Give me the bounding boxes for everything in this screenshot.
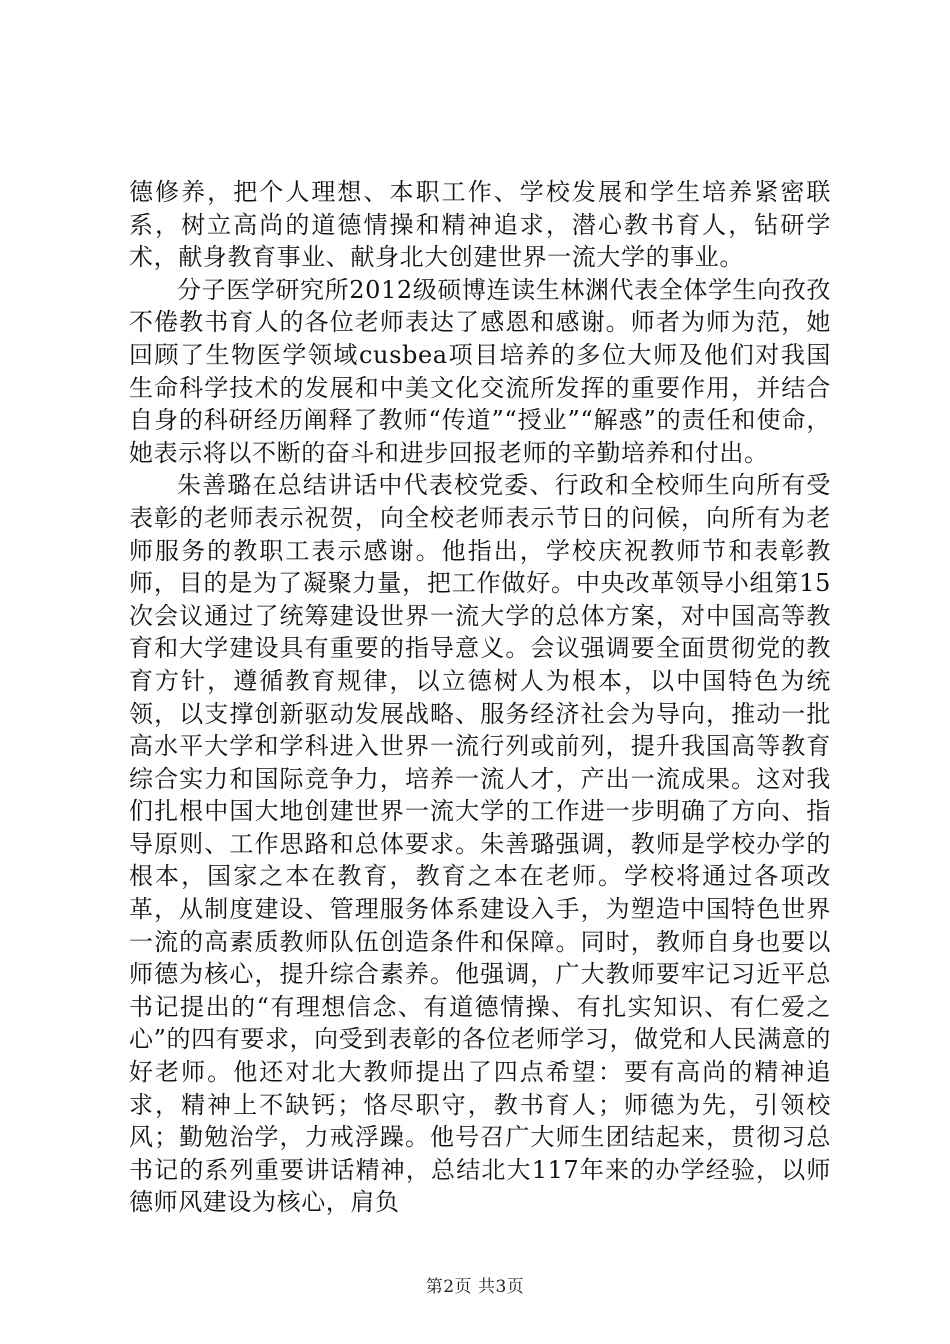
paragraph-2: 分子医学研究所2012级硕博连读生林渊代表全体学生向孜孜不倦教书育人的各位老师表达了感恩和感谢。师者为师为范，她回顾了生物医学领域cusbea项目培养的多位大师及他们对我国生命科学技术的发展和中美文化交流所发挥的重要作用，并结合自身的科研经历阐释了教师“传道”“授业”“解惑”的责任和使命，她表示将以不断的奋斗和进步回报老师的辛勤培养和付出。 (129, 275, 831, 467)
page-number-footer: 第2页 共3页 (425, 1277, 525, 1297)
body-text (129, 176, 831, 1219)
paragraph-3: 朱善璐在总结讲话中代表校党委、行政和全校师生向所有受表彰的老师表示祝贺，向全校老师表示节日的问候，向所有为老师服务的教职工表示感谢。他指出，学校庆祝教师节和表彰教师，目的是为了凝聚力量，把工作做好。中央改革领导小组第15次会议通过了统筹建设世界一流大学的总体方案，对中国高等教育和大学建设具有重要的指导意义。会议强调要全面贯彻党的教育方针，遵循教育规律，以立德树人为根本，以中国特色为统领，以支撑创新驱动发展战略、服务经济社会为导向，推动一批高水平大学和学科进入世界一流行列或前列，提升我国高等教育综合实力和国际竞争力，培养一流人才，产出一流成果。这对我们扎根中国大地创建世界一流大学的工作进一步明确了方向、指导原则、工作思路和总体要求。朱善璐强调，教师是学校办学的根本，国家之本在教育，教育之本在老师。学校将通过各项改革，从制度建设、管理服务体系建设入手，为塑造中国特色世界一流的高素质教师队伍创造条件和保障。同时，教师自身也要以师德为核心，提升综合素养。他强调，广大教师要牢记习近平总书记提出的“有理想信念、有道德情操、有扎实知识、有仁爱之心”的四有要求，向受到表彰的各位老师学习，做党和人民满意的好老师。他还对北大教师提出了四点希望：要有高尚的精神追求，精神上不缺钙；恪尽职守，教书育人；师德为先，引领校风；勤勉治学，力戒浮躁。他号召广大师生团结起来，贯彻习总书记的系列重要讲话精神，总结北大117年来的办学经验，以师德师风建设为核心，肩负 (129, 471, 831, 1217)
paragraph-1: 德修养，把个人理想、本职工作、学校发展和学生培养紧密联系，树立高尚的道德情操和精神追求，潜心教书育人，钻研学术，献身教育事业、献身北大创建世界一流大学的事业。 (129, 178, 831, 272)
